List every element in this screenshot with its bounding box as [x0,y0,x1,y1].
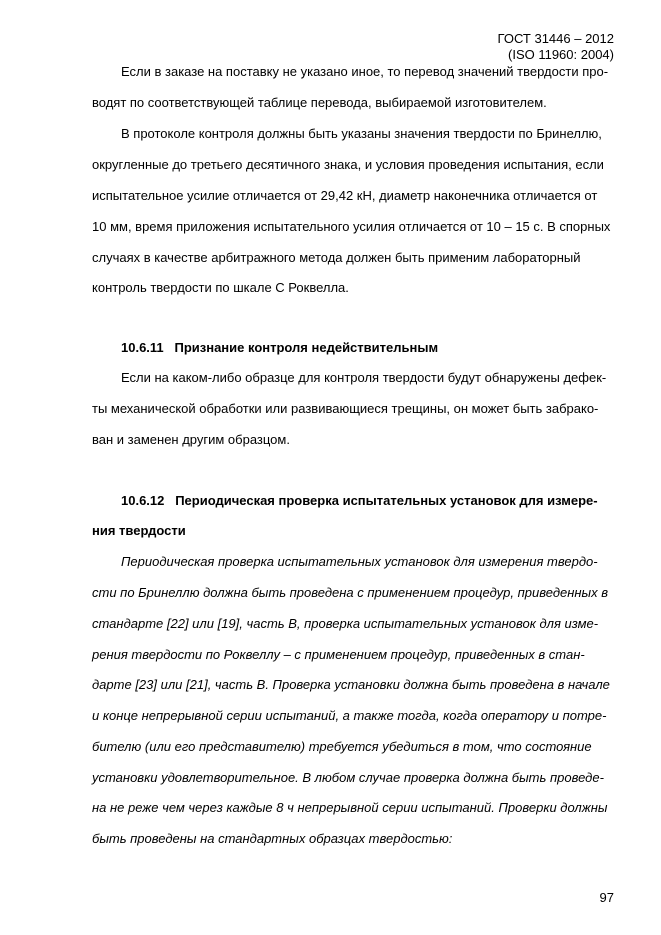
paragraph-line: Если в заказе на поставку не указано иное, то перевод значений твердости про- [121,64,609,79]
header-standard: ГОСТ 31446 – 2012 [497,31,614,46]
italic-paragraph-line: стандарте [22] или [19], часть В, проверка испытательных установок для изме- [92,616,599,631]
paragraph-line: В протоколе контроля должны быть указаны значения твердости по Бринеллю, [121,126,602,141]
paragraph-line: водят по соответствующей таблице перевода, выбираемой изготовителем. [92,95,547,110]
italic-paragraph-line: бителю (или его представителю) требуется убедиться в том, что состояние [92,739,592,754]
section-heading-10-6-12-cont: ния твердости [92,523,186,538]
italic-paragraph-line: рения твердости по Роквеллу – с применением процедур, приведенных в стан- [92,647,585,662]
paragraph-line: контроль твердости по шкале С Роквелла. [92,280,349,295]
italic-paragraph-line: Периодическая проверка испытательных установок для измерения твердо- [121,554,598,569]
section-heading-10-6-11: 10.6.11 Признание контроля недействительным [121,340,439,355]
italic-paragraph-line: дарте [23] или [21], часть В. Проверка установки должна быть проведена в начале [92,677,610,692]
paragraph-line: Если на каком-либо образце для контроля твердости будут обнаружены дефек- [121,370,607,385]
paragraph-line: ван и заменен другим образцом. [92,432,290,447]
italic-paragraph-line: на не реже чем через каждые 8 ч непрерывной серии испытаний. Проверки должны [92,800,608,815]
paragraph-line: случаях в качестве арбитражного метода должен быть применим лабораторный [92,250,581,265]
section-heading-10-6-12: 10.6.12 Периодическая проверка испытательных установок для измере- [121,493,598,508]
paragraph-line: 10 мм, время приложения испытательного усилия отличается от 10 – 15 с. В спорных [92,219,611,234]
header-iso-ref: (ISO 11960: 2004) [508,47,614,62]
italic-paragraph-line: установки удовлетворительное. В любом случае проверка должна быть проведе- [92,770,604,785]
page-number: 97 [599,890,614,905]
italic-paragraph-line: и конце непрерывной серии испытаний, а также тогда, когда оператору и потре- [92,708,607,723]
paragraph-line: ты механической обработки или развивающиеся трещины, он может быть забрако- [92,401,599,416]
paragraph-line: округленные до третьего десятичного знака, и условия проведения испытания, если [92,157,604,172]
italic-paragraph-line: сти по Бринеллю должна быть проведена с применением процедур, приведенных в [92,585,609,600]
italic-paragraph-line: быть проведены на стандартных образцах твердостью: [92,831,453,846]
paragraph-line: испытательное усилие отличается от 29,42 кН, диаметр наконечника отличается от [92,188,598,203]
